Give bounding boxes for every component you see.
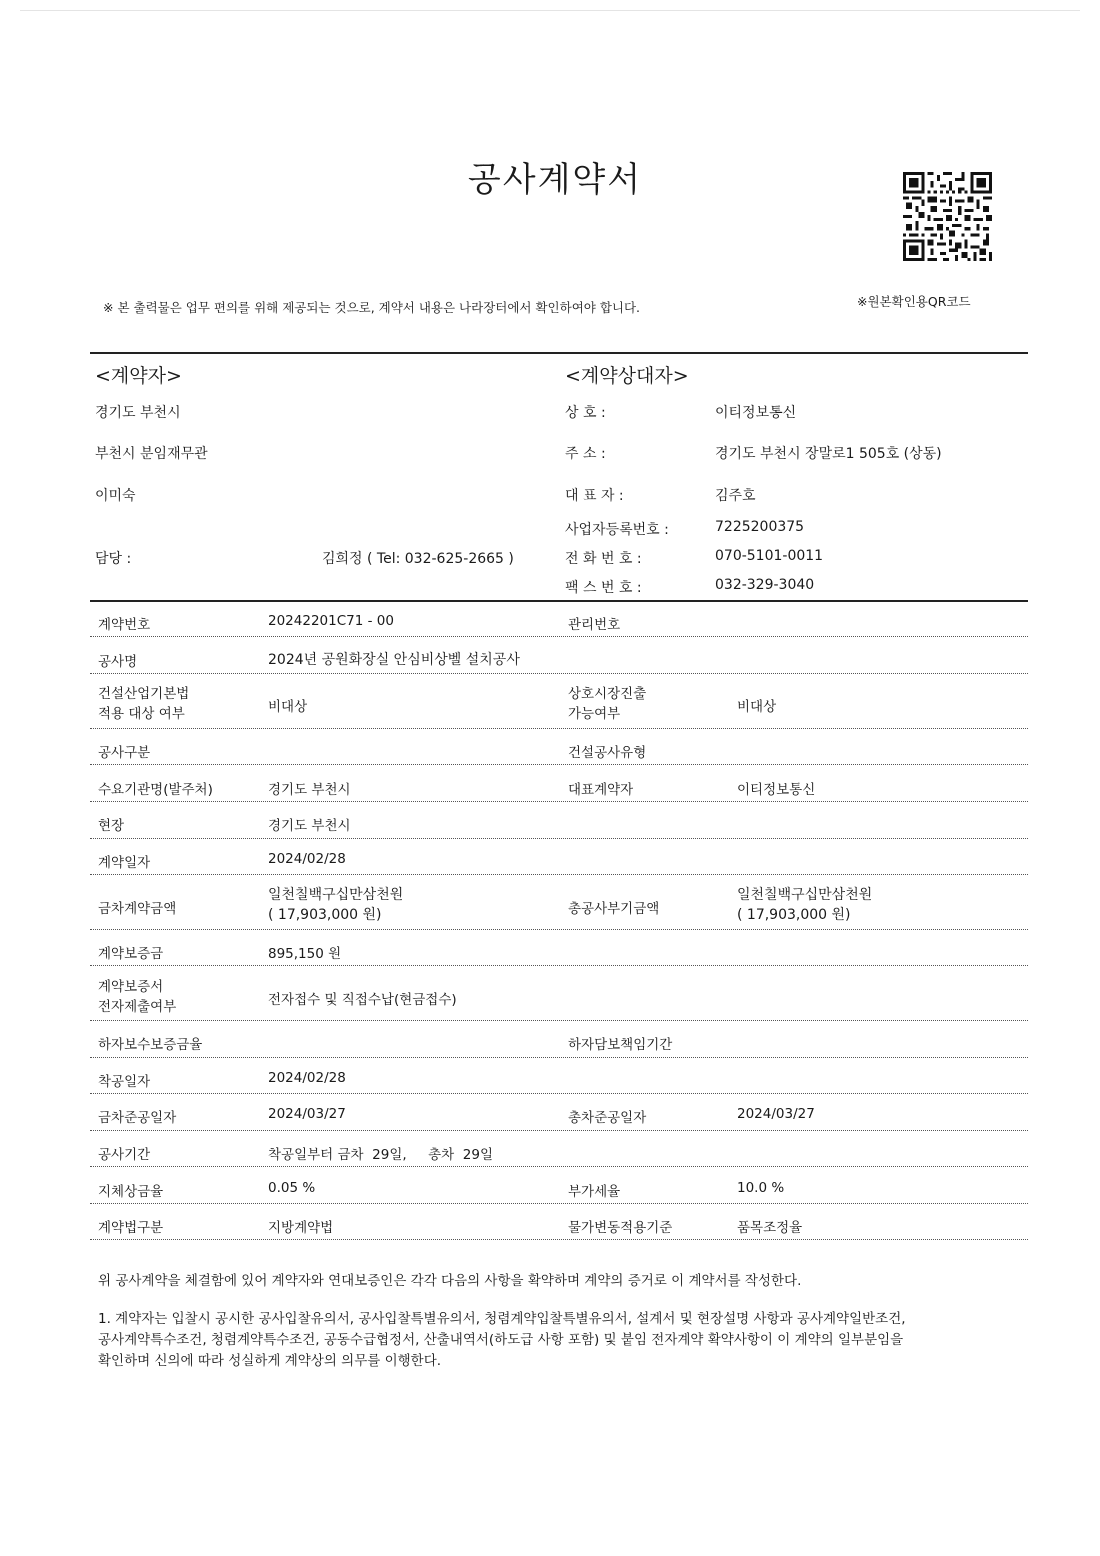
start-date-value: 2024/02/28	[268, 1070, 346, 1086]
qr-code-icon	[903, 172, 992, 261]
table-row-divider	[90, 764, 1028, 765]
defect-rate-label: 하자보수보증금율	[98, 1037, 203, 1053]
price-adjust-label: 물가변동적용기준	[568, 1220, 673, 1236]
counterparty-label-ceo: 대 표 자 :	[565, 488, 624, 504]
table-row-divider	[90, 1057, 1028, 1058]
table-row-divider	[90, 1130, 1028, 1131]
deposit-label: 계약보증금	[98, 946, 164, 962]
law-applicability-label-line2: 적용 대상 여부	[98, 706, 185, 722]
penalty-value: 0.05 %	[268, 1180, 316, 1196]
contract-no-label: 계약번호	[98, 617, 151, 633]
counterparty-value-phone: 070-5101-0011	[715, 548, 824, 564]
construction-type-label: 건설공사유형	[568, 745, 647, 761]
project-name-label: 공사명	[98, 654, 138, 670]
counterparty-label-company: 상 호 :	[565, 405, 606, 421]
counterparty-label-phone: 전 화 번 호 :	[565, 551, 642, 567]
client-label: 수요기관명(발주처)	[98, 782, 213, 798]
counterparty-value-bizno: 7225200375	[715, 519, 805, 535]
market-entry-value: 비대상	[737, 699, 777, 715]
closing-paragraph: 위 공사계약을 체결함에 있어 계약자와 연대보증인은 각각 다음의 사항을 확약하며 계약의 증거로 이 계약서를 작성한다.	[98, 1273, 802, 1289]
contractor-name: 이미숙	[95, 488, 136, 504]
deposit-value: 895,150 원	[268, 946, 342, 962]
client-value: 경기도 부천시	[268, 782, 351, 798]
project-name-value: 2024년 공원화장실 안심비상벨 설치공사	[268, 652, 520, 668]
contract-amount-label: 금차계약금액	[98, 901, 177, 917]
notice-text: ※ 본 출력물은 업무 편의를 위해 제공되는 것으로, 계약서 내용은 나라장터에서 확인하여야 합니다.	[103, 300, 641, 315]
market-entry-label-line1: 상호시장진출	[568, 686, 647, 702]
completion-date-value: 2024/03/27	[268, 1106, 346, 1122]
counterparty-value-ceo: 김주호	[715, 488, 756, 504]
clause-1-line3: 확인하며 신의에 따라 성실하게 계약상의 의무를 이행한다.	[98, 1353, 442, 1369]
market-entry-label-line2: 가능여부	[568, 706, 621, 722]
contractor-heading: <계약자>	[95, 365, 182, 387]
counterparty-value-address: 경기도 부천시 장말로1 505호 (상동)	[715, 446, 942, 462]
clause-1-line1: 1. 계약자는 입찰시 공시한 공사입찰유의서, 공사입찰특별유의서, 청렴계약입찰특별유의서, 설계서 및 현장설명 사항과 공사계약일반조건,	[98, 1311, 906, 1327]
contract-date-value: 2024/02/28	[268, 851, 346, 867]
bond-submission-label-line2: 전자제출여부	[98, 999, 177, 1015]
contract-no-value: 20242201C71 - 00	[268, 613, 394, 629]
law-applicability-label	[98, 684, 189, 724]
counterparty-label-address: 주 소 :	[565, 446, 606, 462]
market-entry-label	[568, 684, 646, 724]
vat-value: 10.0 %	[737, 1180, 785, 1196]
section-rule	[90, 600, 1028, 602]
table-row-divider	[90, 636, 1028, 637]
contract-amount-value	[268, 885, 403, 925]
counterparty-heading: <계약상대자>	[565, 365, 689, 387]
table-row-divider	[90, 874, 1028, 875]
table-row-divider	[90, 728, 1028, 729]
bond-submission-label	[98, 977, 176, 1017]
total-amount-number: ( 17,903,000 원)	[737, 907, 851, 923]
table-row-divider	[90, 1093, 1028, 1094]
table-row-divider	[90, 1203, 1028, 1204]
law-applicability-label-line1: 건설산업기본법	[98, 686, 190, 702]
mgmt-no-label: 관리번호	[568, 617, 621, 633]
site-label: 현장	[98, 818, 125, 834]
defect-period-label: 하자담보책임기간	[568, 1037, 673, 1053]
bond-submission-value: 전자접수 및 직접수납(현금접수)	[268, 992, 457, 1008]
table-row-divider	[90, 1020, 1028, 1021]
contract-amount-number: ( 17,903,000 원)	[268, 907, 382, 923]
work-type-label: 공사구분	[98, 745, 151, 761]
contractor-contact-value: 김희정 ( Tel: 032-625-2665 )	[322, 551, 514, 567]
total-amount-korean: 일천칠백구십만삼천원	[737, 887, 873, 903]
rep-contractor-label: 대표계약자	[568, 782, 634, 798]
clause-1-line2: 공사계약특수조건, 청렴계약특수조건, 공동수급협정서, 산출내역서(하도급 사항 포함) 및 붙임 전자계약 확약사항이 이 계약의 일부분임을	[98, 1332, 904, 1348]
header-rule	[90, 352, 1028, 354]
table-row-divider	[90, 801, 1028, 802]
bond-submission-label-line1: 계약보증서	[98, 979, 164, 995]
site-value: 경기도 부천시	[268, 818, 351, 834]
period-label: 공사기간	[98, 1147, 151, 1163]
table-row-divider	[90, 1239, 1028, 1240]
qr-caption: ※원본확인용QR코드	[857, 294, 971, 309]
table-row-divider	[90, 1166, 1028, 1167]
period-value: 착공일부터 금차 29일, 총차 29일	[268, 1147, 494, 1163]
contractor-contact-label: 담당 :	[95, 551, 132, 567]
counterparty-value-company: 이티정보통신	[715, 405, 797, 421]
counterparty-value-fax: 032-329-3040	[715, 577, 815, 593]
table-row-divider	[90, 838, 1028, 839]
contract-date-label: 계약일자	[98, 855, 151, 871]
total-amount-label: 총공사부기금액	[568, 901, 660, 917]
total-completion-value: 2024/03/27	[737, 1106, 815, 1122]
rep-contractor-value: 이티정보통신	[737, 782, 816, 798]
vat-label: 부가세율	[568, 1184, 621, 1200]
contract-amount-korean: 일천칠백구십만삼천원	[268, 887, 404, 903]
table-row-divider	[90, 929, 1028, 930]
price-adjust-value: 품목조정율	[737, 1220, 803, 1236]
law-type-value: 지방계약법	[268, 1220, 334, 1236]
page-title: 공사계약서	[467, 160, 643, 200]
total-completion-label: 총차준공일자	[568, 1110, 647, 1126]
table-row-divider	[90, 965, 1028, 966]
scan-edge-line	[20, 10, 1080, 11]
law-type-label: 계약법구분	[98, 1220, 164, 1236]
law-applicability-value: 비대상	[268, 699, 308, 715]
contractor-office: 부천시 분임재무관	[95, 446, 208, 462]
completion-date-label: 금차준공일자	[98, 1110, 177, 1126]
penalty-label: 지체상금율	[98, 1184, 164, 1200]
start-date-label: 착공일자	[98, 1074, 151, 1090]
counterparty-label-fax: 팩 스 번 호 :	[565, 580, 642, 596]
clause-1	[98, 1309, 906, 1372]
table-row-divider	[90, 673, 1028, 674]
counterparty-label-bizno: 사업자등록번호 :	[565, 522, 669, 538]
total-amount-value	[737, 885, 872, 925]
contractor-region: 경기도 부천시	[95, 405, 181, 421]
